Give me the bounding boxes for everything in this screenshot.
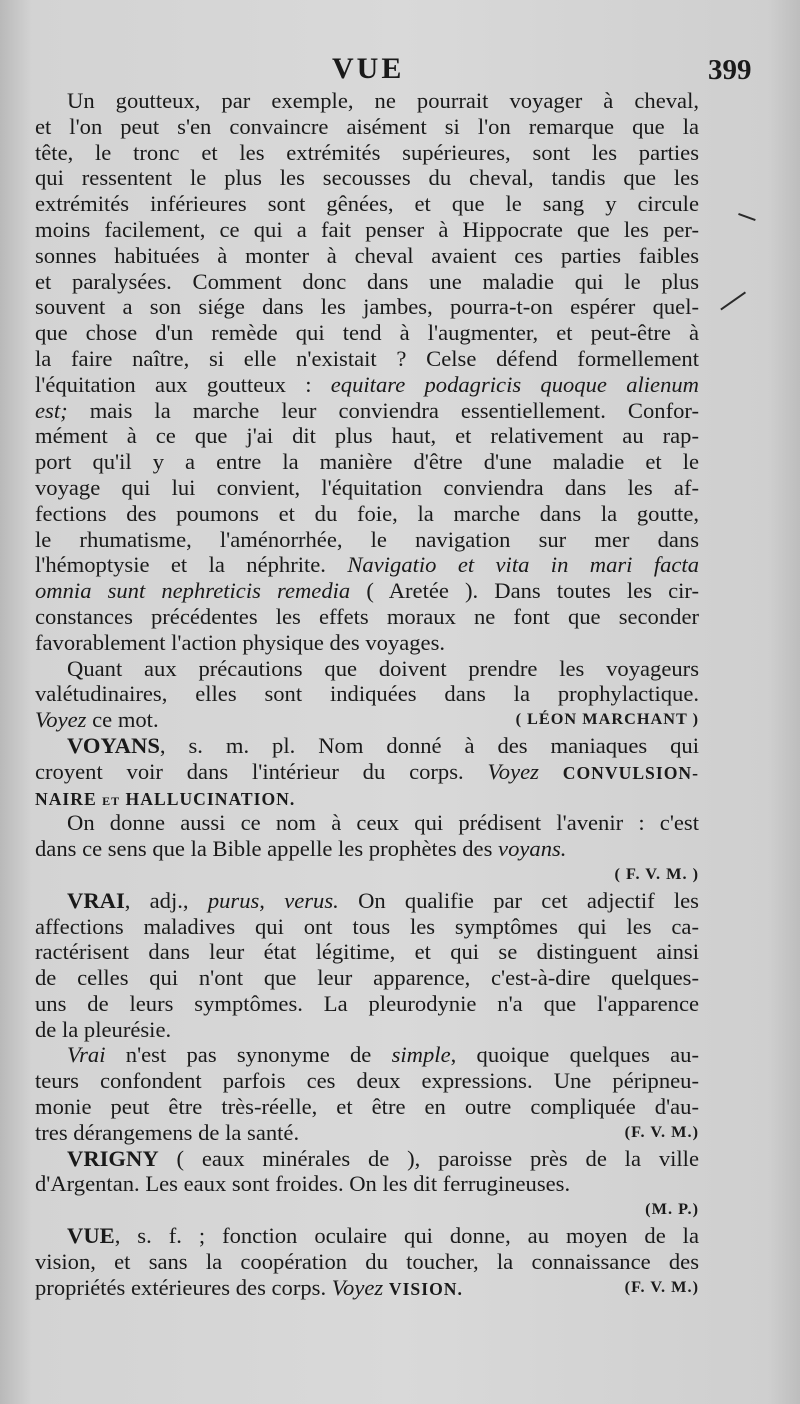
page-number: 399 [708, 54, 752, 86]
text-line: et l'on peut s'en convaincre aisément si l'on remarque que la [35, 113, 699, 139]
text-line [35, 1197, 699, 1223]
text-line: l'hémoptysie et la néphrite. Navigatio et vita in mari facta [35, 552, 699, 578]
text-line: On donne aussi ce nom à ceux qui prédisent l'avenir : c'est [67, 810, 699, 836]
entry-headword: VOYANS [67, 732, 160, 758]
margin-pencil-mark [738, 213, 755, 221]
text-line: tres dérangemens de la santé. (F. V. M.) [35, 1119, 699, 1145]
text-line: Voyez ce mot. ( LÉON MARCHANT ) [35, 707, 699, 733]
text-line: Vrai n'est pas synonyme de simple, quoique quelques au- [67, 1042, 699, 1068]
body-text [35, 88, 699, 1300]
text-line: monie peut être très-réelle, et être en outre compliquée d'au- [35, 1094, 699, 1120]
author-signature: ( LÉON MARCHANT ) [515, 710, 699, 729]
cross-reference: CONVULSION- [562, 762, 699, 783]
text-line: mément à ce que j'ai dit plus haut, et relativement au rap- [35, 423, 699, 449]
text-line [35, 785, 699, 811]
text-line: favorablement l'action physique des voyages. [35, 629, 446, 655]
entry-headword: VRAI [67, 887, 125, 913]
page-header [0, 52, 800, 88]
text-line: extrémités inférieures sont gênées, et que le sang y circule [35, 191, 699, 217]
text-line: le rhumatisme, l'aménorrhée, le navigation sur mer dans [35, 526, 699, 552]
text-line: tête, le tronc et les extrémités supérieures, sont les parties [35, 139, 699, 165]
text-line: souvent a son siége dans les jambes, pourra-t-on espérer quel- [35, 294, 699, 320]
text-line: omnia sunt nephreticis remedia ( Aretée ). Dans toutes les cir- [35, 578, 699, 604]
text-line [35, 862, 699, 888]
text-line: port qu'il y a entre la manière d'être d'une maladie et le [35, 449, 699, 475]
entry-vrai: VRAI, adj., purus, verus. On qualifie par cet adjectif les [67, 887, 699, 913]
text-line: moins facilement, ce qui a fait penser à Hippocrate que les per- [35, 216, 699, 242]
text-line: de celles qui n'ont que leur apparence, c'est-à-dire quelques- [35, 965, 699, 991]
text-line: sonnes habituées à monter à cheval avaient ces parties faibles [35, 242, 699, 268]
author-signature: (M. P.) [645, 1200, 699, 1219]
entry-vrigny: VRIGNY ( eaux minérales de ), paroisse près de la ville [67, 1145, 699, 1171]
text-line: fections des poumons et du foie, la marche dans la goutte, [35, 500, 699, 526]
text-line: que chose d'un remède qui tend à l'augmenter, et peut-être à [35, 320, 699, 346]
text-line: affections maladives qui ont tous les symptômes qui les ca- [35, 913, 699, 939]
text-line: vision, et sans la coopération du toucher, la connaissance des [35, 1248, 699, 1274]
text-line: propriétés extérieures des corps. Voyez VISION. (F. V. M.) [35, 1274, 699, 1300]
author-signature: (F. V. M.) [624, 1277, 699, 1296]
margin-pencil-mark [720, 292, 745, 310]
text-line: dans ce sens que la Bible appelle les prophètes des voyans. [35, 836, 567, 862]
entry-voyans: VOYANS, s. m. pl. Nom donné à des maniaques qui [67, 732, 699, 758]
text-line: Un goutteux, par exemple, ne pourrait voyager à cheval, [67, 88, 699, 113]
text-line: Quant aux précautions que doivent prendre les voyageurs [67, 655, 699, 681]
text-line: valétudinaires, elles sont indiquées dans la prophylactique. [35, 681, 699, 707]
text-line: ractérisent dans leur état légitime, et qui se distinguent ainsi [35, 939, 699, 965]
cross-reference: VISION. [388, 1278, 463, 1299]
text-line: constances précédentes les effets moraux ne font que seconder [35, 603, 699, 629]
text-line: croyent voir dans l'intérieur du corps. Voyez CONVULSION- [35, 758, 699, 784]
text-line: l'équitation aux goutteux : equitare podagricis quoque alienum [35, 371, 699, 397]
text-line: qui ressentent le plus les secousses du cheval, tandis que les [35, 165, 699, 191]
cross-reference: NAIRE et HALLUCINATION. [35, 788, 296, 809]
text-line: et paralysées. Comment donc dans une maladie qui le plus [35, 268, 699, 294]
latin-quote: equitare podagricis quoque alienum [330, 371, 699, 397]
text-line: est; mais la marche leur conviendra essentiellement. Confor- [35, 397, 699, 423]
author-signature: (F. V. M.) [624, 1122, 699, 1141]
text-line: teurs confondent parfois ces deux expressions. Une péripneu- [35, 1068, 699, 1094]
text-line: voyage qui lui convient, l'équitation conviendra dans les af- [35, 474, 699, 500]
running-title: VUE [332, 52, 405, 85]
text-line: de la pleurésie. [35, 1016, 172, 1042]
entry-vue: VUE, s. f. ; fonction oculaire qui donne, au moyen de la [67, 1223, 699, 1249]
text-line: la faire naître, si elle n'existait ? Celse défend formellement [35, 345, 699, 371]
entry-headword: VRIGNY [67, 1145, 159, 1171]
latin-quote: Navigatio et vita in mari facta [347, 552, 699, 578]
text-line: uns de leurs symptômes. La pleurodynie n'a que l'apparence [35, 990, 699, 1016]
text-line: d'Argentan. Les eaux sont froides. On les dit ferrugineuses. [35, 1171, 571, 1197]
entry-headword: VUE [67, 1223, 115, 1249]
author-signature: ( F. V. M. ) [614, 864, 699, 883]
